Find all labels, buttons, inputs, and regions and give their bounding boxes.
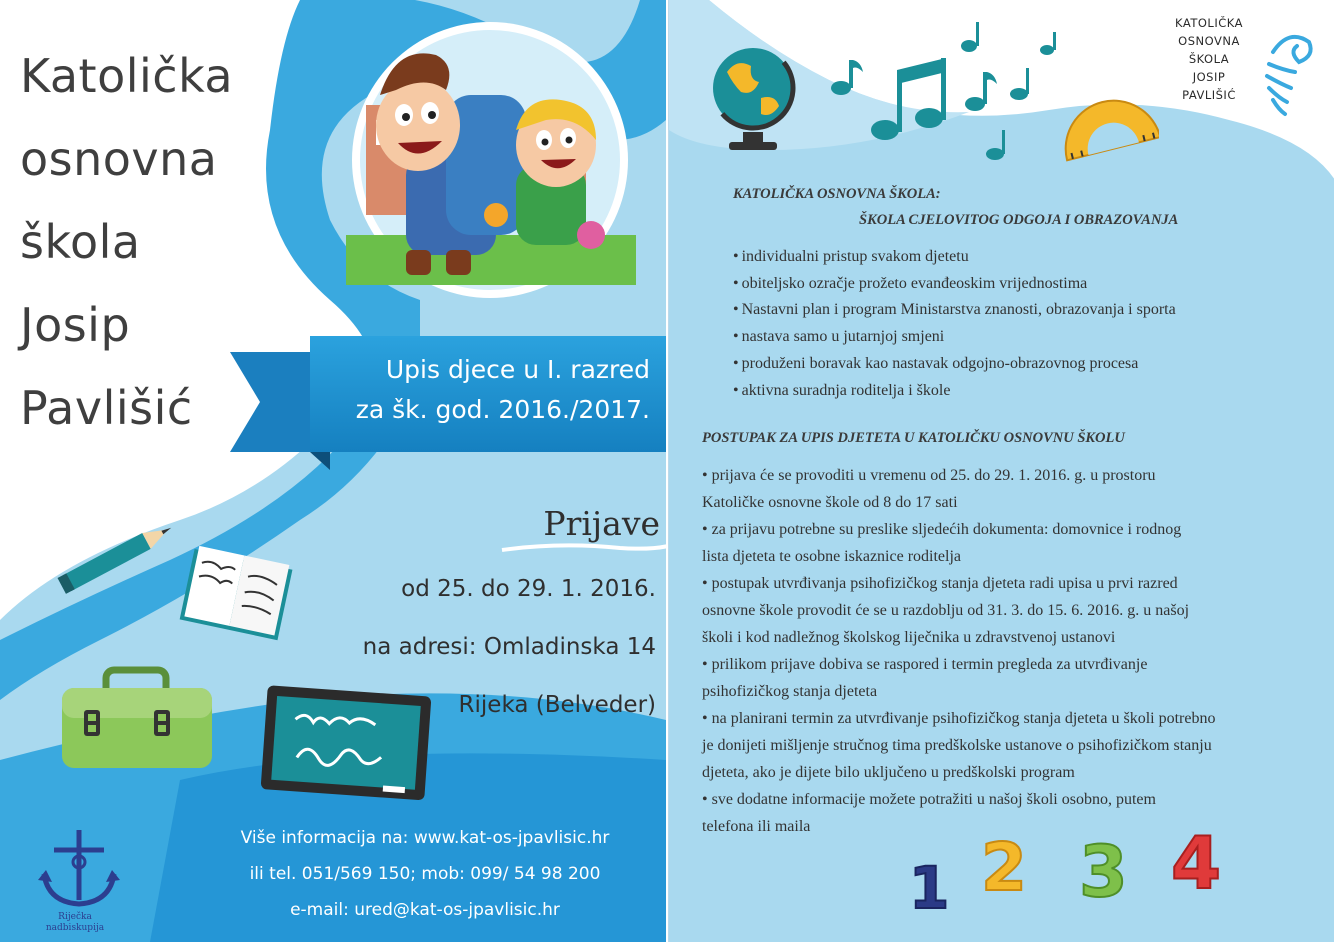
- book-icon: [178, 545, 298, 645]
- logo-line: ŠKOLA: [1188, 52, 1230, 66]
- procedure-line: • prijava će se provoditi u vremenu od 25. do 29. 1. 2016. g. u prostoru: [702, 467, 1156, 484]
- archdiocese-label: [30, 912, 120, 934]
- info-address: na adresi: Omladinska 14: [362, 634, 656, 660]
- procedure-line: • sve dodatne informacije možete potražiti u našoj školi osobno, putem: [702, 791, 1156, 808]
- prijave-title: Prijave: [543, 504, 660, 543]
- number-one: 1: [909, 854, 950, 918]
- procedure-line: telefona ili maila: [702, 818, 811, 835]
- intro-subheading: ŠKOLA CJELOVITOG ODGOJA I OBRAZOVANJA: [859, 212, 1179, 228]
- wing-icon: [1259, 22, 1319, 122]
- contact-website[interactable]: Više informacija na: www.kat-os-jpavlisic.hr: [240, 828, 610, 848]
- prijave-underline: [500, 540, 666, 556]
- procedure-line: • na planirani termin za utvrđivanje psihofizičkog stanja djeteta u školi potrebno: [702, 710, 1216, 727]
- number-three: 3: [1079, 831, 1128, 913]
- number-four: 4: [1171, 821, 1222, 905]
- contact-email[interactable]: e-mail: ured@kat-os-jpavlisic.hr: [290, 900, 560, 920]
- list-item-text: produženi boravak kao nastavak odgojno-obrazovnog procesa: [741, 354, 1139, 372]
- list-item: • nastava samo u jutarnjoj smjeni: [733, 328, 945, 346]
- archdiocese-label-line: Riječka: [58, 912, 92, 922]
- procedure-line: je donijeti mišljenje stručnog tima predškolske ustanove o psihofizičkom stanju: [702, 737, 1212, 754]
- logo-line: JOSIP: [1192, 70, 1226, 84]
- ribbon-line: za šk. god. 2016./2017.: [355, 395, 650, 424]
- numbers-decoration: [909, 818, 1249, 918]
- list-item-text: nastava samo u jutarnjoj smjeni: [741, 328, 945, 346]
- procedure-line: • za prijavu potrebne su preslike sljedećih dokumenta: domovnice i rodnog: [702, 521, 1182, 538]
- logo-line: PAVLIŠIĆ: [1182, 88, 1236, 102]
- list-item: • Nastavni plan i program Ministarstva znanosti, obrazovanja i sporta: [733, 301, 1176, 319]
- procedure-line: lista djeteta te osobne iskaznice roditelja: [702, 548, 962, 565]
- procedure-line: osnovne škole provodit će se u razdoblju od 31. 3. do 15. 6. 2016. g. u našoj: [702, 602, 1190, 619]
- title-line: Josip: [20, 298, 131, 352]
- list-item: • individualni pristup svakom djetetu: [733, 248, 969, 265]
- contact-info: [200, 820, 650, 928]
- logo-line: KATOLIČKA: [1175, 16, 1243, 30]
- procedure-line: djeteta, ako je dijete bilo uključeno u predškolski program: [702, 764, 1075, 781]
- list-item-text: Nastavni plan i program Ministarstva znanosti, obrazovanja i sporta: [741, 301, 1176, 319]
- school-logo-text: [1163, 14, 1255, 104]
- contact-phone: ili tel. 051/569 150; mob: 099/ 54 98 200: [249, 864, 601, 884]
- feature-list: [733, 244, 1176, 404]
- logo-line: OSNOVNA: [1178, 34, 1240, 48]
- ribbon-line: Upis djece u I. razred: [385, 355, 650, 384]
- title-line: Pavlišić: [20, 381, 193, 435]
- procedure-heading: POSTUPAK ZA UPIS DJETETA U KATOLIČKU OSNOVNU ŠKOLU: [702, 430, 1125, 446]
- title-line: osnovna: [20, 132, 218, 186]
- number-two: 2: [981, 829, 1027, 906]
- procedure-line: psihofizičkog stanja djeteta: [702, 683, 878, 700]
- kids-illustration: [346, 35, 636, 285]
- procedure-line: školi i kod nadležnog školskog liječnika u zdravstvenoj ustanovi: [702, 629, 1116, 646]
- intro-heading: KATOLIČKA OSNOVNA ŠKOLA:: [733, 186, 941, 202]
- list-item-text: aktivna suradnja roditelja i škole: [741, 381, 951, 399]
- info-city: Rijeka (Belveder): [458, 692, 656, 718]
- ribbon-text: [330, 350, 650, 430]
- archdiocese-label-line: nadbiskupija: [45, 923, 105, 933]
- globe-icon: [703, 36, 813, 156]
- info-dates: od 25. do 29. 1. 2016.: [401, 576, 656, 602]
- left-page: [0, 0, 666, 942]
- music-notes-icon: [819, 10, 1079, 170]
- title-line: Katolička: [20, 49, 234, 103]
- list-item: • obiteljsko ozračje prožeto evanđeoskim vrijednostima: [733, 274, 1088, 292]
- list-item-text: individualni pristup svakom djetetu: [741, 248, 969, 265]
- anchor-cross-icon: [34, 826, 124, 916]
- title-line: škola: [20, 215, 141, 269]
- procedure-line: • prilikom prijave dobiva se raspored i termin pregleda za utvrđivanje: [702, 656, 1148, 673]
- pencil-icon: [50, 510, 190, 600]
- protractor-icon: [1049, 64, 1159, 164]
- right-page: [668, 0, 1334, 942]
- procedure-text: [702, 462, 1312, 840]
- chalkboard-icon: [258, 683, 438, 803]
- list-item: • aktivna suradnja roditelja i škole: [733, 381, 951, 399]
- list-item-text: obiteljsko ozračje prožeto evanđeoskim vrijednostima: [741, 274, 1088, 292]
- list-item: • produženi boravak kao nastavak odgojno-obrazovnog procesa: [733, 354, 1139, 372]
- procedure-line: • postupak utvrđivanja psihofizičkog stanja djeteta radi upisa u prvi razred: [702, 575, 1178, 592]
- briefcase-icon: [58, 662, 218, 772]
- procedure-line: Katoličke osnovne škole od 8 do 17 sati: [702, 494, 958, 511]
